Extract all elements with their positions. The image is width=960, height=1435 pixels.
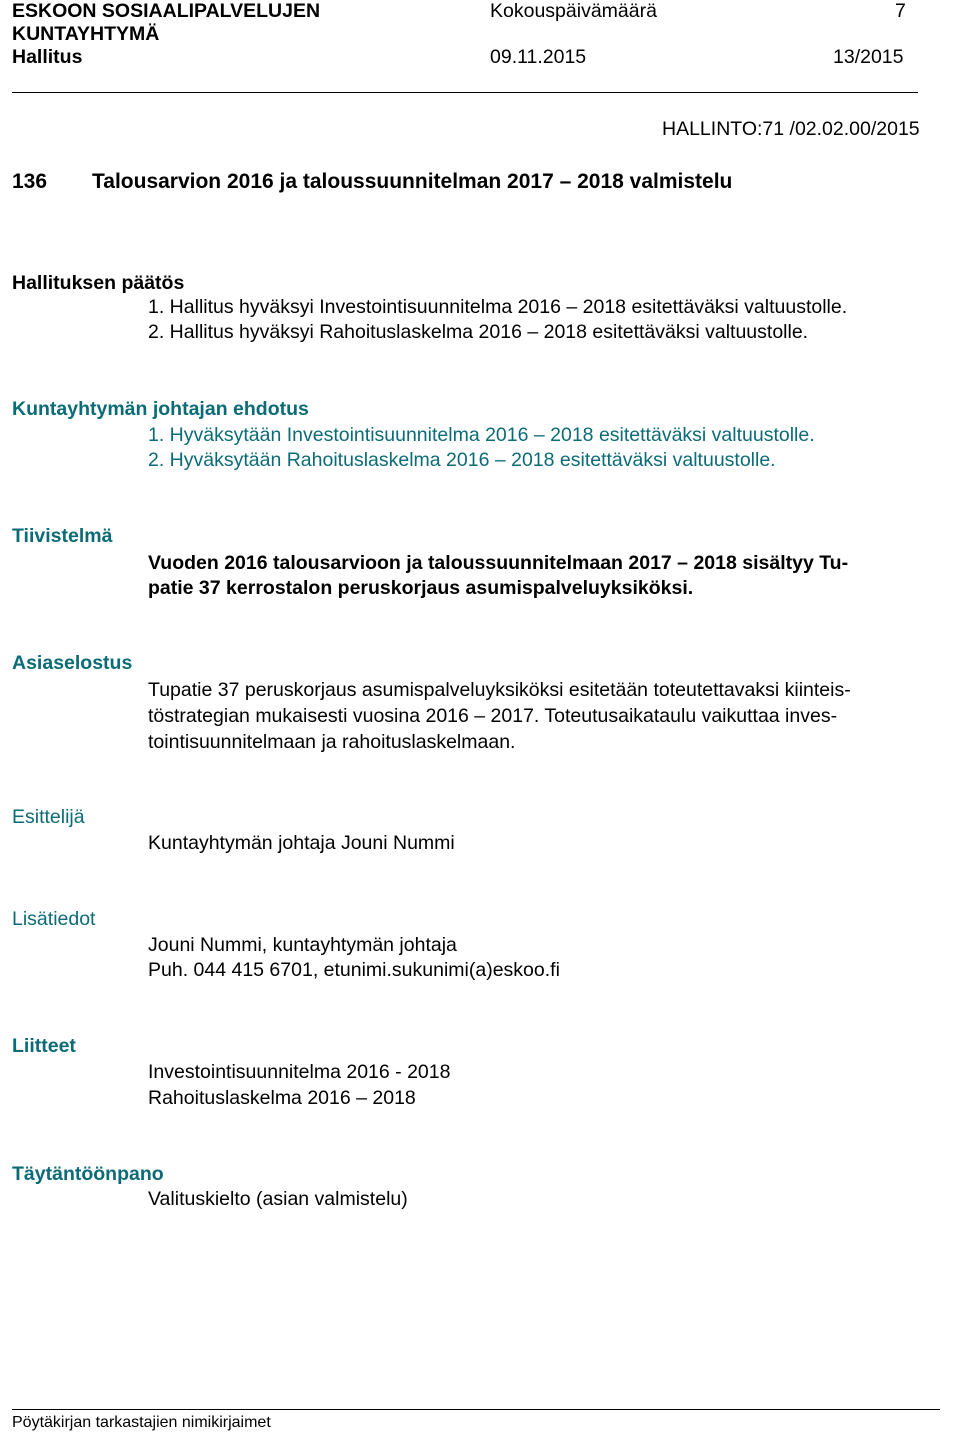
info-label: Lisätiedot — [12, 908, 96, 930]
proposal-heading: Kuntayhtymän johtajan ehdotus — [12, 398, 309, 420]
organization-subname: KUNTAYHTYMÄ — [12, 23, 160, 45]
decision-heading: Hallituksen päätös — [12, 272, 185, 294]
presenter-label: Esittelijä — [12, 806, 85, 828]
decision-item-1: 1. Hallitus hyväksyi Investointisuunnitelma 2016 – 2018 esitettäväksi valtuustolle. — [148, 296, 848, 318]
explanation-line-2: töstrategian mukaisesti vuosina 2016 – 2017. Toteutusaikataulu vaikuttaa inves- — [148, 705, 838, 727]
proposal-item-2: 2. Hyväksytään Rahoituslaskelma 2016 – 2018 esitettäväksi valtuustolle. — [148, 449, 776, 471]
footer-divider — [12, 1409, 940, 1410]
footer-text: Pöytäkirjan tarkastajien nimikirjaimet — [12, 1414, 271, 1431]
item-title: Talousarvion 2016 ja taloussuunnitelman 2017 – 2018 valmistelu — [92, 170, 733, 193]
info-line-1: Jouni Nummi, kuntayhtymän johtaja — [148, 934, 457, 956]
enforcement-value: Valituskielto (asian valmistelu) — [148, 1188, 408, 1210]
presenter-value: Kuntayhtymän johtaja Jouni Nummi — [148, 832, 455, 854]
explanation-line-1: Tupatie 37 peruskorjaus asumispalveluyksiköksi esitetään toteutettavaksi kiinteis- — [148, 679, 851, 701]
record-number: 13/2015 — [833, 46, 904, 68]
proposal-item-1: 1. Hyväksytään Investointisuunnitelma 2016 – 2018 esitettäväksi valtuustolle. — [148, 424, 815, 446]
item-number: 136 — [12, 170, 48, 193]
decision-item-2: 2. Hallitus hyväksyi Rahoituslaskelma 2016 – 2018 esitettäväksi valtuustolle. — [148, 321, 809, 343]
summary-label: Tiivistelmä — [12, 525, 113, 547]
page-number: 7 — [895, 0, 906, 22]
organization-name: ESKOON SOSIAALIPALVELUJEN — [12, 0, 321, 22]
body-name: Hallitus — [12, 46, 83, 68]
summary-line-2: patie 37 kerrostalon peruskorjaus asumispalveluyksiköksi. — [148, 577, 694, 599]
meeting-date: 09.11.2015 — [490, 46, 587, 68]
document-type: Kokouspäivämäärä — [490, 0, 657, 22]
summary-line-1: Vuoden 2016 talousarvioon ja taloussuunnitelmaan 2017 – 2018 sisältyy Tu- — [148, 552, 849, 574]
explanation-label: Asiaselostus — [12, 652, 133, 674]
reference-number: HALLINTO:71 /02.02.00/2015 — [662, 118, 920, 140]
header-divider — [12, 92, 918, 93]
enforcement-label: Täytäntöönpano — [12, 1163, 164, 1185]
attachment-item-2: Rahoituslaskelma 2016 – 2018 — [148, 1087, 416, 1109]
explanation-line-3: tointisuunnitelmaan ja rahoituslaskelmaan. — [148, 731, 516, 753]
attachment-item-1: Investointisuunnitelma 2016 - 2018 — [148, 1061, 451, 1083]
info-line-2: Puh. 044 415 6701, etunimi.sukunimi(a)eskoo.fi — [148, 959, 560, 981]
attachments-label: Liitteet — [12, 1035, 76, 1057]
